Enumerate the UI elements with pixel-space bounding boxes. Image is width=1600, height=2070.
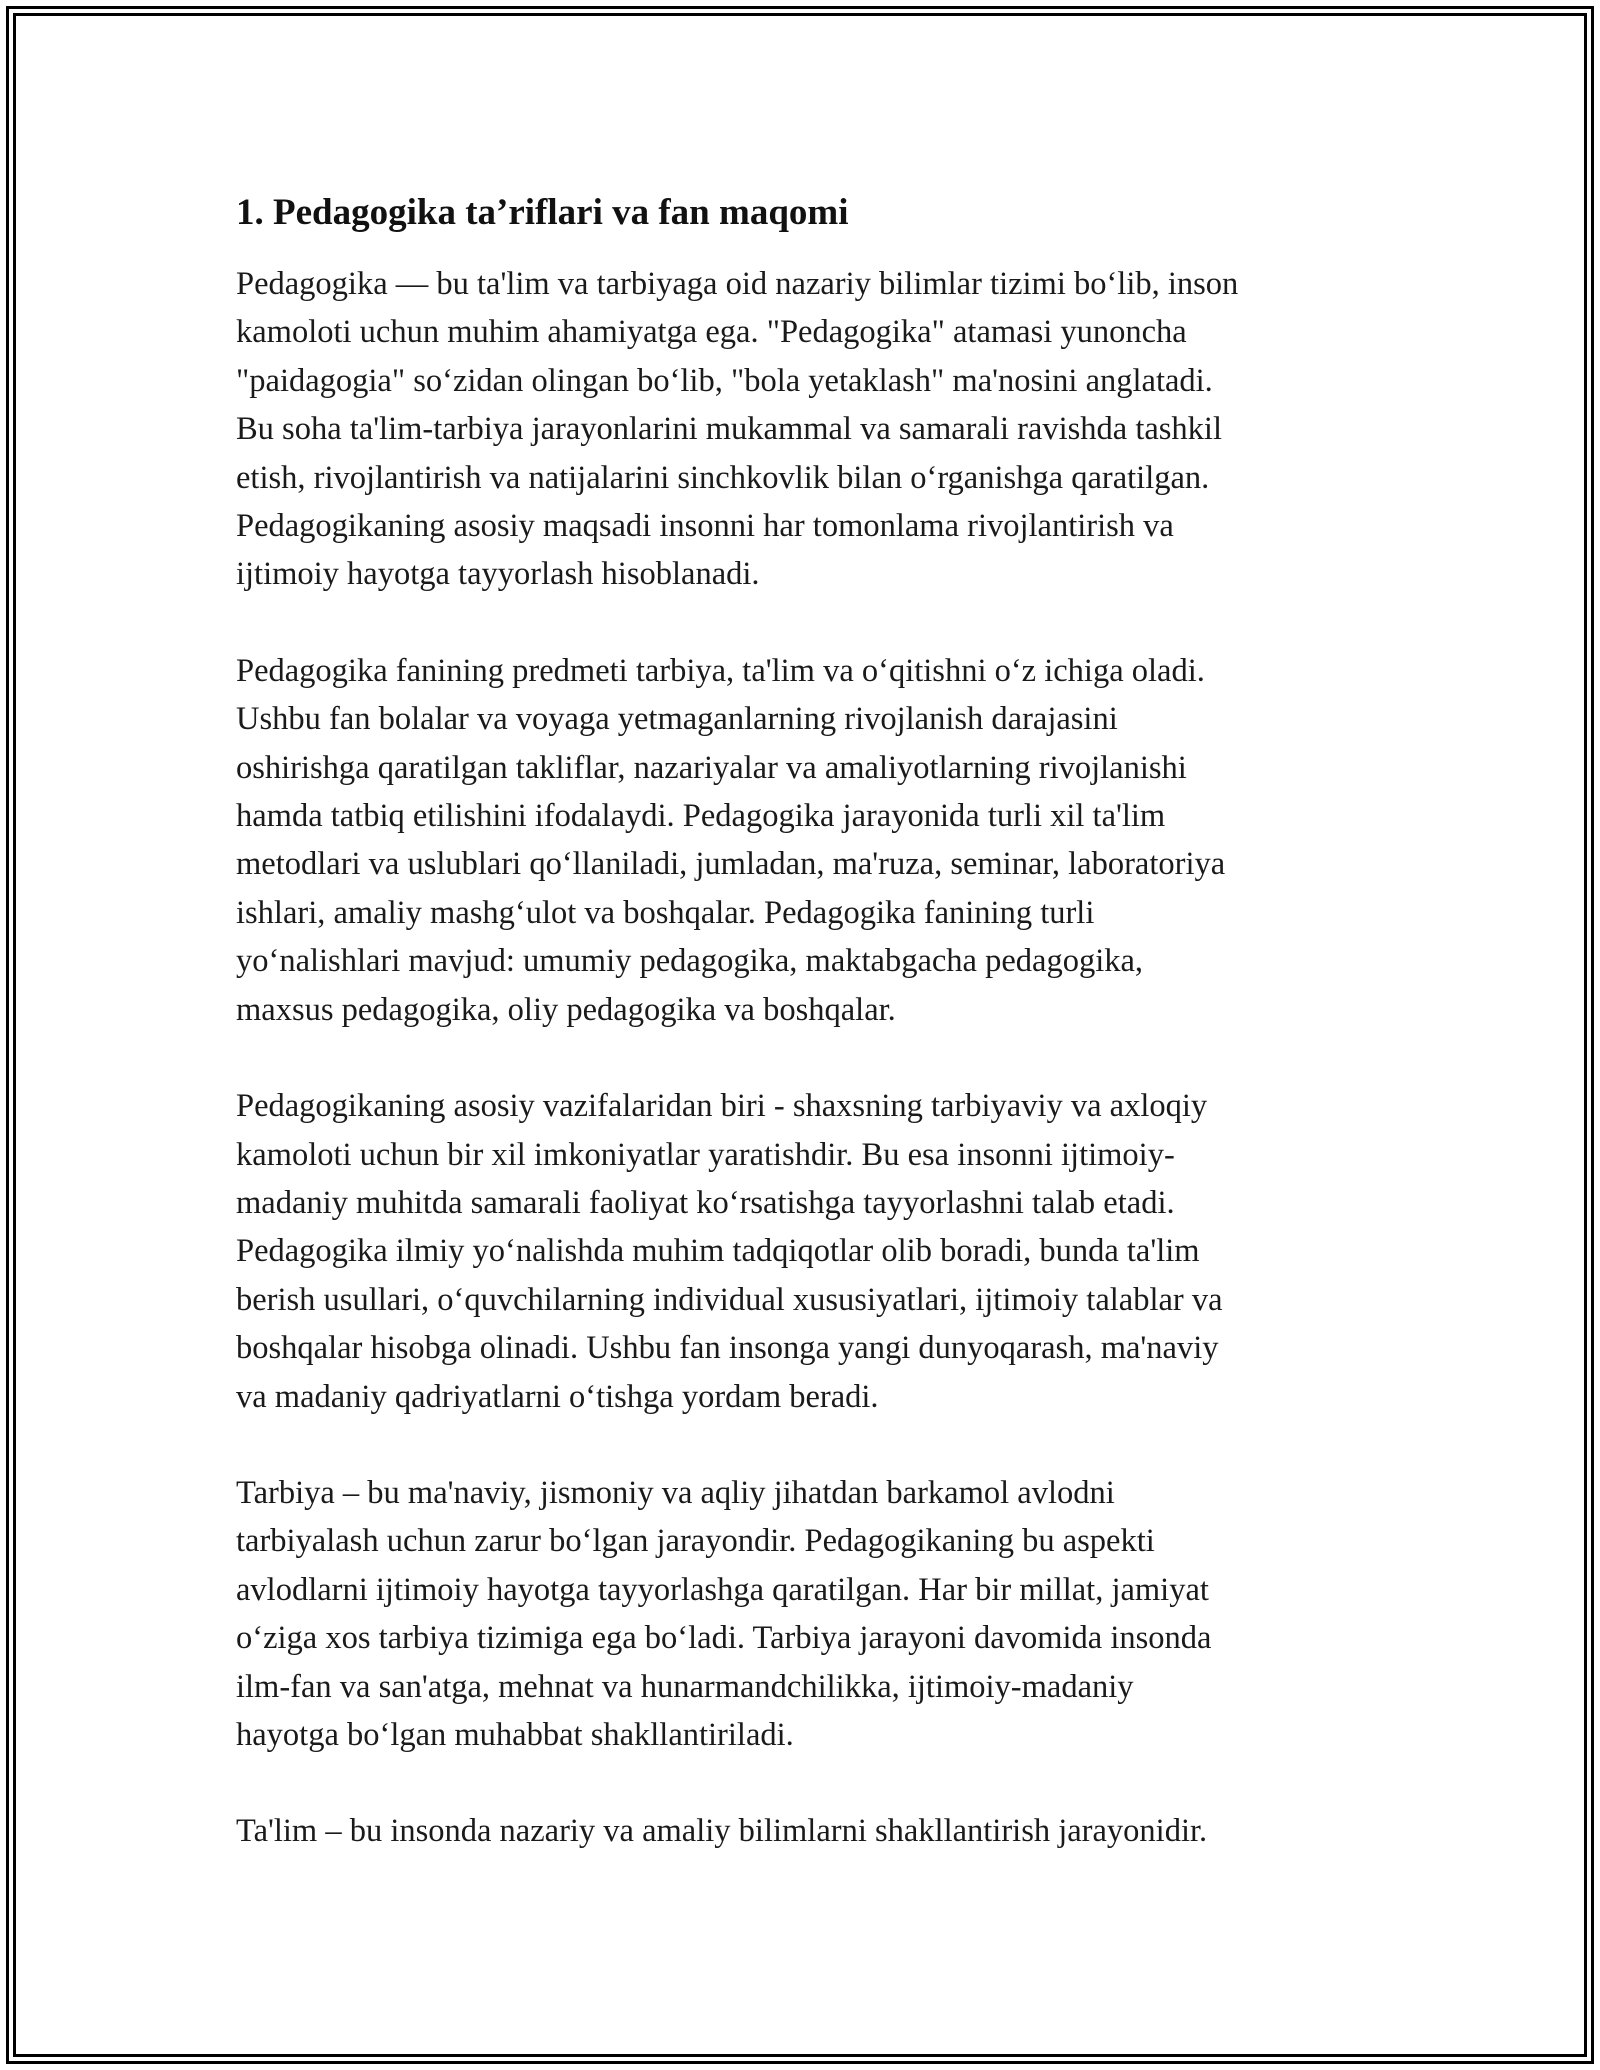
document-body <box>236 188 1386 1904</box>
paragraph-education: Ta'lim – bu insonda nazariy va amaliy bilimlarni shakllantirish jarayonidir. <box>236 1813 1208 1850</box>
paragraph-tasks: Pedagogikaning asosiy vazifalaridan biri - shaxsning tarbiyaviy va axloqiy kamoloti uchun bir xil imkoniyatlar yaratishdir. Bu esa insonni ijtimoiy- madaniy muhitda samarali faoliyat koʻrsatishga tayyorlashni talab etadi. Pedagogika ilmiy yoʻnalishda muhim tadqiqotlar olib boradi, bunda ta'lim berish usullari, oʻquvchilarning individual xususiyatlari, ijtimoiy talablar va boshqalar hisobga olinadi. Ushbu fan insonga yangi dunyoqarash, ma'naviy va madaniy qadriyatlarni oʻtishga yordam beradi. <box>236 1088 1223 1415</box>
section-heading: 1. Pedagogika ta’riflari va fan maqomi <box>236 192 849 233</box>
paragraph-definition: Pedagogika — bu ta'lim va tarbiyaga oid nazariy bilimlar tizimi boʻlib, inson kamoloti uchun muhim ahamiyatga ega. "Pedagogika" atamasi yunoncha "paidagogia" soʻzidan olingan boʻlib, "bola yetaklash" ma'nosini anglatadi. Bu soha ta'lim-tarbiya jarayonlarini mukammal va samarali ravishda tashkil etish, rivojlantirish va natijalarini sinchkovlik bilan oʻrganishga qaratilgan. Pedagogikaning asosiy maqsadi insonni har tomonlama rivojlantirish va ijtimoiy hayotga tayyorlash hisoblanadi. <box>236 266 1239 593</box>
paragraph-subject: Pedagogika fanining predmeti tarbiya, ta'lim va oʻqitishni oʻz ichiga oladi. Ushbu fan bolalar va voyaga yetmaganlarning rivojlanish darajasini oshirishga qaratilgan takliflar, nazariyalar va amaliyotlarning rivojlanishi hamda tatbiq etilishini ifodalaydi. Pedagogika jarayonida turli xil ta'lim metodlari va uslublari qoʻllaniladi, jumladan, ma'ruza, seminar, laboratoriya ishlari, amaliy mashgʻulot va boshqalar. Pedagogika fanining turli yoʻnalishlari mavjud: umumiy pedagogika, maktabgacha pedagogika, maxsus pedagogika, oliy pedagogika va boshqalar. <box>236 652 1226 1028</box>
paragraph-upbringing: Tarbiya – bu ma'naviy, jismoniy va aqliy jihatdan barkamol avlodni tarbiyalash uchun zarur boʻlgan jarayondir. Pedagogikaning bu aspekti avlodlarni ijtimoiy hayotga tayyorlashga qaratilgan. Har bir millat, jamiyat oʻziga xos tarbiya tizimiga ega boʻladi. Tarbiya jarayoni davomida insonda ilm-fan va san'atga, mehnat va hunarmandchilikka, ijtimoiy-madaniy hayotga boʻlgan muhabbat shakllantiriladi. <box>236 1474 1212 1753</box>
